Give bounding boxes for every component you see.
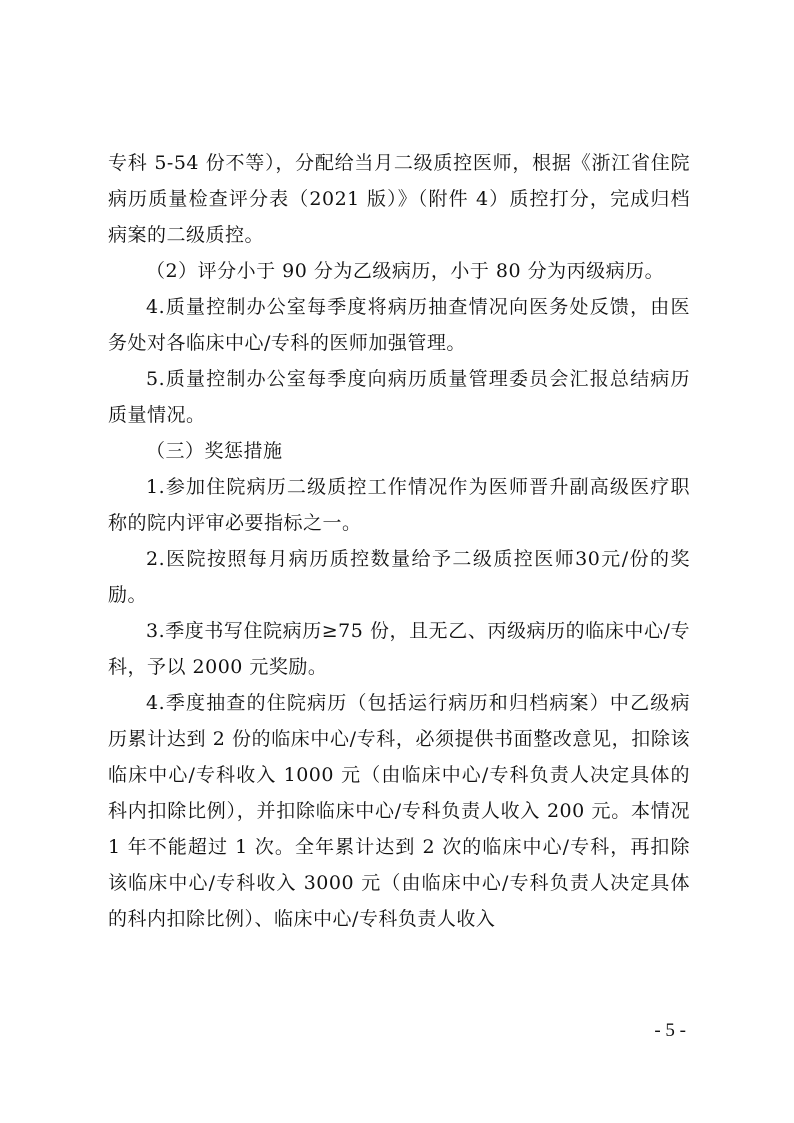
paragraph-item-5: 5.质量控制办公室每季度向病历质量管理委员会汇报总结病历质量情况。 bbox=[108, 368, 690, 426]
paragraph-reward-1: 1.参加住院病历二级质控工作情况作为医师晋升副高级医疗职称的院内评审必要指标之一。 bbox=[108, 476, 690, 534]
paragraph-continuation: 专科 5-54 份不等），分配给当月二级质控医师，根据《浙江省住院病历质量检查评分表（2021 版）》（附件 4）质控打分，完成归档病案的二级质控。 bbox=[108, 152, 690, 246]
body-text bbox=[108, 145, 690, 937]
paragraph-reward-3: 3.季度书写住院病历≥75 份，且无乙、丙级病历的临床中心/专科，予以 2000 元奖励。 bbox=[108, 620, 690, 678]
page-number: - 5 - bbox=[654, 1020, 686, 1041]
section-heading-rewards: （三）奖惩措施 bbox=[146, 440, 283, 462]
paragraph-reward-4: 4.季度抽查的住院病历（包括运行病历和归档病案）中乙级病历累计达到 2 份的临床中心/专科，必须提供书面整改意见，扣除该临床中心/专科收入 1000 元（由临床中心/专科负责人决定具体的科内扣除比例），并扣除临床中心/专科负责人收入 200 元。本情况 1 年不能超过 1 次。全年累计达到 2 次的临床中心/专科，再扣除该临床中心/专科收入 3000 元（由临床中心/专科负责人决定具体的科内扣除比例）、临床中心/专科负责人收入 bbox=[108, 692, 690, 930]
paragraph-item-4: 4.质量控制办公室每季度将病历抽查情况向医务处反馈，由医务处对各临床中心/专科的医师加强管理。 bbox=[108, 296, 690, 354]
paragraph-reward-2: 2.医院按照每月病历质控数量给予二级质控医师30元/份的奖励。 bbox=[108, 548, 690, 606]
paragraph-score-rule: （2）评分小于 90 分为乙级病历，小于 80 分为丙级病历。 bbox=[146, 260, 665, 282]
